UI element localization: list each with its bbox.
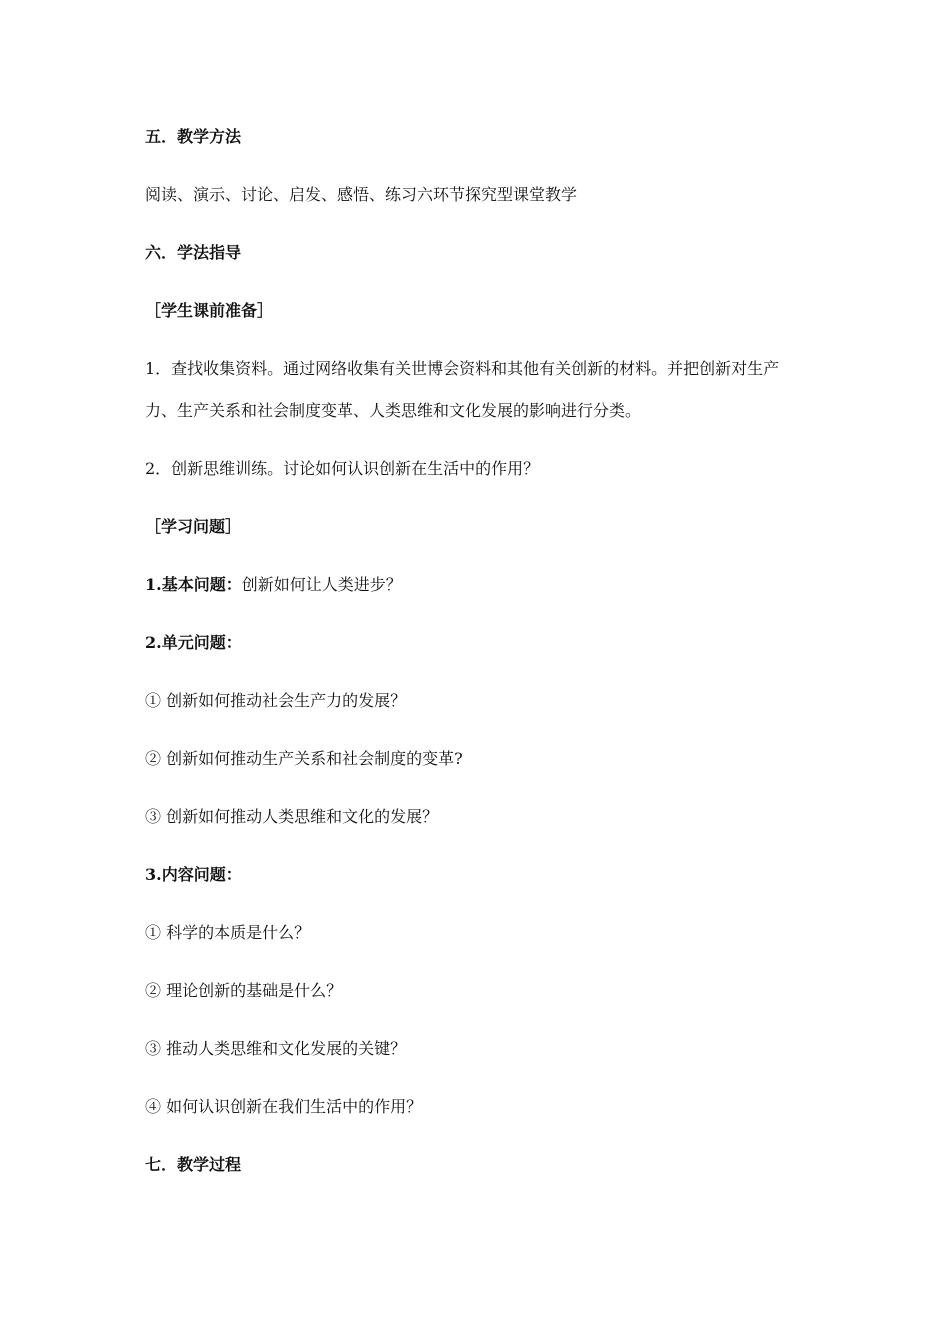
basic-question-label: 1.基本问题： <box>145 575 242 594</box>
subheading-student-preparation: ［学生课前准备］ <box>145 301 274 320</box>
content-questions-label: 3.内容问题： <box>145 865 242 884</box>
content-question-3: ③ 推动人类思维和文化发展的关键？ <box>145 1039 407 1058</box>
unit-question-2: ② 创新如何推动生产关系和社会制度的变革? <box>145 749 463 768</box>
teaching-methods-text: 阅读、演示、讨论、启发、感悟、练习六环节探究型课堂教学 <box>145 185 578 204</box>
preparation-item-1-continued: 力、生产关系和社会制度变革、人类思维和文化发展的影响进行分类。 <box>145 401 642 420</box>
preparation-item-2: 2．创新思维训练。讨论如何认识创新在生活中的作用？ <box>145 459 540 478</box>
unit-question-1: ① 创新如何推动社会生产力的发展？ <box>145 691 407 710</box>
basic-question <box>145 574 402 596</box>
unit-questions-label: 2.单元问题： <box>145 633 242 652</box>
preparation-item-1: 1．查找收集资料。通过网络收集有关世博会资料和其他有关创新的材料。并把创新对生产 <box>145 359 780 378</box>
content-question-4: ④ 如何认识创新在我们生活中的作用？ <box>145 1097 423 1116</box>
section-heading-teaching-methods: 五．教学方法 <box>145 127 242 146</box>
basic-question-text: 创新如何让人类进步？ <box>241 575 402 594</box>
content-question-2: ② 理论创新的基础是什么？ <box>145 981 343 1000</box>
section-heading-teaching-process: 七．教学过程 <box>145 1155 242 1174</box>
content-question-1: ① 科学的本质是什么？ <box>145 923 311 942</box>
section-heading-study-guidance: 六．学法指导 <box>145 243 242 262</box>
unit-question-3: ③ 创新如何推动人类思维和文化的发展？ <box>145 807 439 826</box>
subheading-learning-questions: ［学习问题］ <box>145 517 242 536</box>
